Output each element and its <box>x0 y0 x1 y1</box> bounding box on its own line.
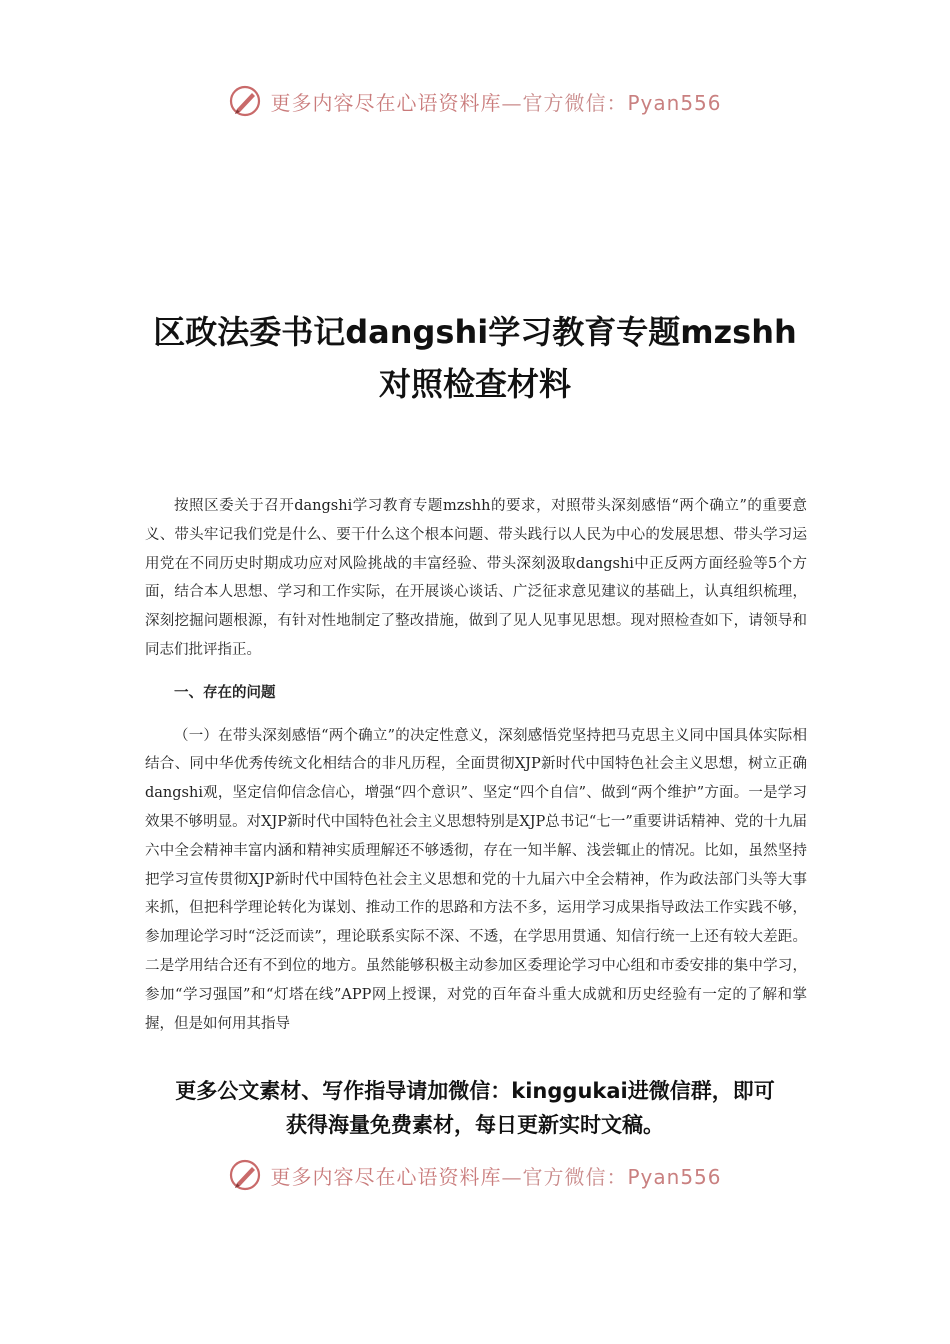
pen-logo-icon <box>228 1158 262 1192</box>
footer-watermark <box>0 1158 950 1192</box>
watermark-brand: 更多内容尽在心语资料库 <box>270 1164 502 1189</box>
promo-line-2: 获得海量免费素材，每日更新实时文稿。 <box>286 1113 664 1137</box>
intro-paragraph: 按照区委关于召开dangshi学习教育专题mzshh的要求，对照带头深刻感悟“两个确立”的重要意义、带头牢记我们党是什么、要干什么这个根本问题、带头践行以人民为中心的发展思想、带头学习运用党在不同历史时期成功应对风险挑战的丰富经验、带头深刻汲取dangshi中正反两方面经验等5个方面，结合本人思想、学习和工作实际，在开展谈心谈话、广泛征求意见建议的基础上，认真组织梳理，深刻挖掘问题根源，有针对性地制定了整改措施，做到了见人见事见思想。现对照检查如下，请领导和同志们批评指正。 <box>145 498 807 658</box>
watermark-text <box>270 87 721 116</box>
document-body <box>145 492 807 1038</box>
title-line-1: 区政法委书记dangshi学习教育专题mzshh <box>153 313 797 351</box>
document-title <box>100 306 850 410</box>
header-watermark <box>0 84 950 118</box>
section-heading-problems: 一、存在的问题 <box>174 684 276 701</box>
watermark-wechat-label: 官方微信： <box>522 90 628 115</box>
watermark-separator: — <box>501 1164 523 1189</box>
title-line-2: 对照检查材料 <box>378 365 571 403</box>
watermark-text <box>270 1161 721 1190</box>
pen-logo-icon <box>228 84 262 118</box>
watermark-separator: — <box>501 90 523 115</box>
section-1-paragraph: （一）在带头深刻感悟“两个确立”的决定性意义，深刻感悟党坚持把马克思主义同中国具体实际相结合、同中华优秀传统文化相结合的非凡历程，全面贯彻XJP新时代中国特色社会主义思想，树立正确dangshi观，坚定信仰信念信心，增强“四个意识”、坚定“四个自信”、做到“两个维护”方面。一是学习效果不够明显。对XJP新时代中国特色社会主义思想特别是XJP总书记“七一”重要讲话精神、党的十九届六中全会精神丰富内涵和精神实质理解还不够透彻，存在一知半解、浅尝辄止的情况。比如，虽然坚持把学习宣传贯彻XJP新时代中国特色社会主义思想和党的十九届六中全会精神，作为政法部门头等大事来抓，但把科学理论转化为谋划、推动工作的思路和方法不多，运用学习成果指导政法工作实践不够，参加理论学习时“泛泛而读”，理论联系实际不深、不透，在学思用贯通、知信行统一上还有较大差距。二是学用结合还有不到位的地方。虽然能够积极主动参加区委理论学习中心组和市委安排的集中学习，参加“学习强国”和“灯塔在线”APP网上授课，对党的百年奋斗重大成就和历史经验有一定的了解和掌握，但是如何用其指导 <box>145 727 807 1032</box>
promo-banner <box>120 1074 830 1142</box>
watermark-wechat-id: Pyan556 <box>627 1164 722 1189</box>
watermark-wechat-id: Pyan556 <box>627 90 722 115</box>
watermark-brand: 更多内容尽在心语资料库 <box>270 90 502 115</box>
watermark-wechat-label: 官方微信： <box>522 1164 628 1189</box>
promo-line-1: 更多公文素材、写作指导请加微信：kinggukai进微信群，即可 <box>175 1079 775 1103</box>
